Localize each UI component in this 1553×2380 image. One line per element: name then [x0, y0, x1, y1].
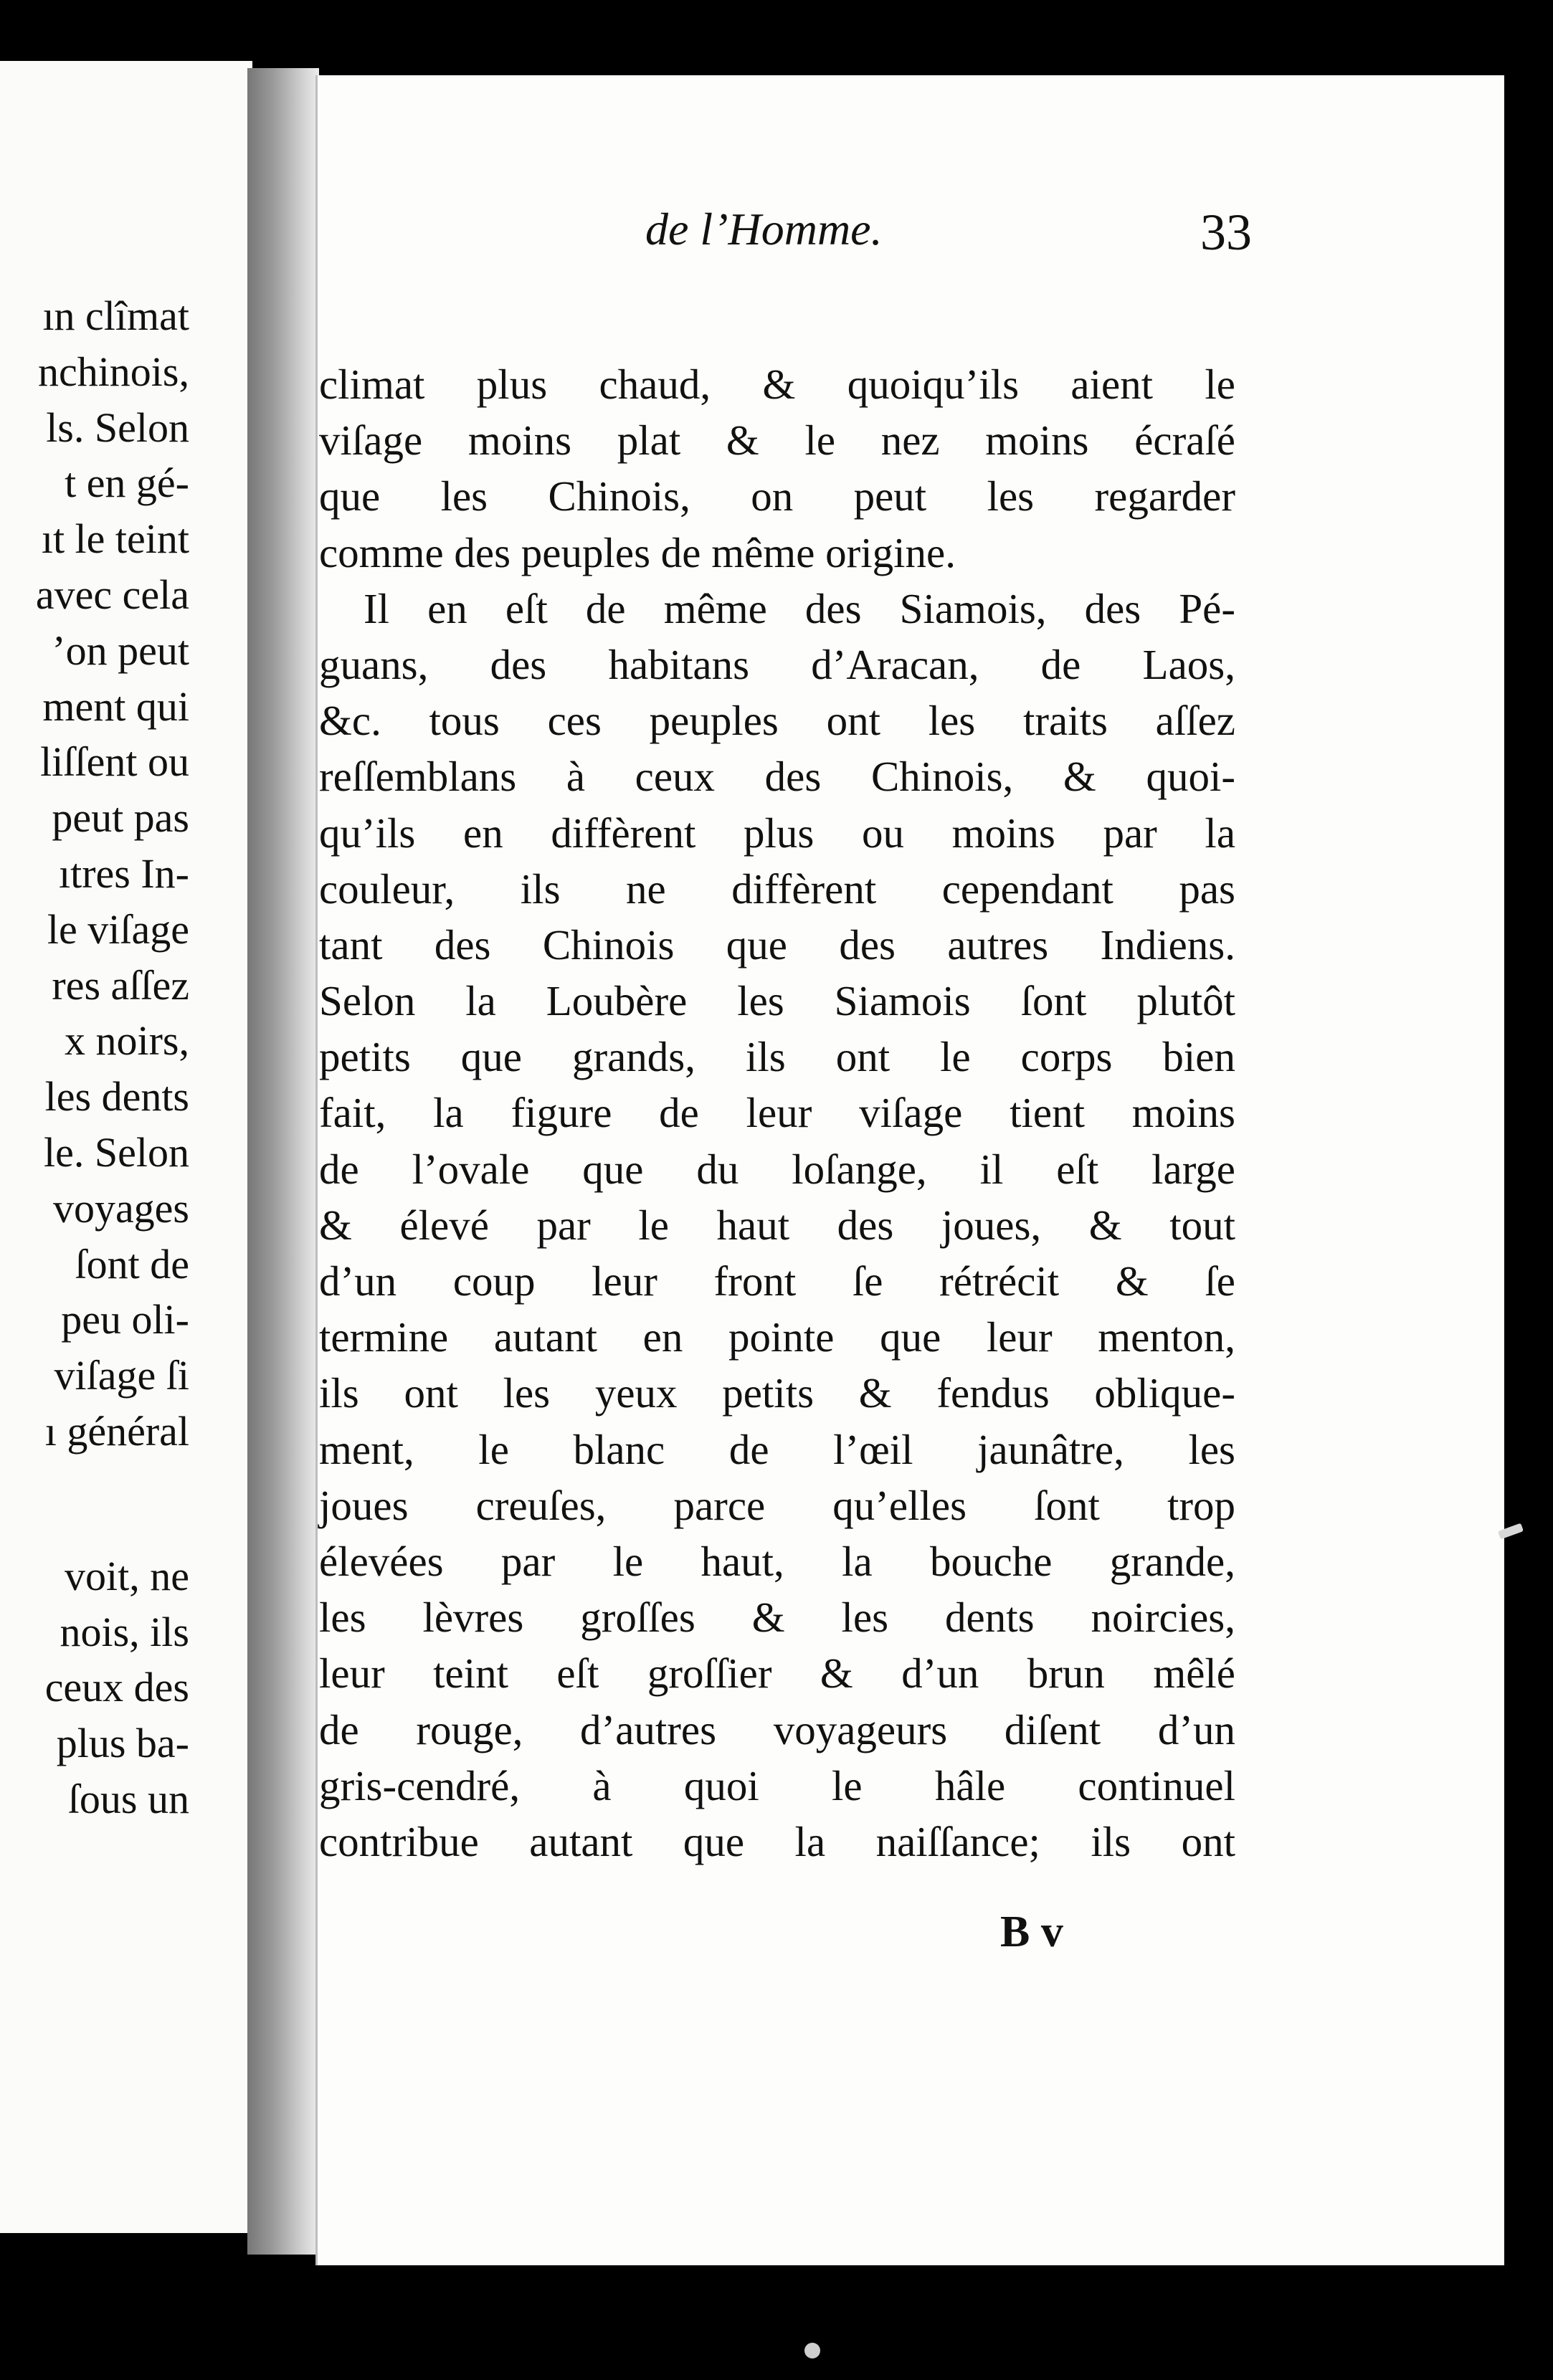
- left-line: t en gé-: [65, 460, 189, 507]
- text-line: joues creuſes, parce qu’elles ſont trop: [319, 1481, 1235, 1529]
- left-line: voyages: [52, 1184, 189, 1232]
- left-line: ſont de: [75, 1240, 189, 1287]
- text-line: couleur, ils ne diffèrent cependant pas: [319, 865, 1235, 913]
- text-line: viſage moins plat & le nez moins écraſé: [319, 416, 1235, 465]
- left-line: le viſage: [47, 905, 189, 953]
- body-text: [319, 356, 1235, 1870]
- left-line: les dents: [44, 1073, 189, 1120]
- text-line: Selon la Loubère les Siamois ſont plutôt: [319, 977, 1235, 1025]
- left-line: peu oli-: [61, 1296, 189, 1343]
- text-line: climat plus chaud, & quoiqu’ils aient le: [319, 361, 1235, 408]
- left-line: liſſent ou: [40, 738, 189, 786]
- left-page-text: [36, 288, 189, 1827]
- text-line: fait, la figure de leur viſage tient moins: [319, 1089, 1235, 1137]
- left-line: peut pas: [52, 794, 189, 842]
- text-line: termine autant en pointe que leur menton,: [319, 1313, 1235, 1361]
- text-line: les lèvres groſſes & les dents noircies,: [319, 1594, 1235, 1642]
- text-line: Il en eſt de même des Siamois, des Pé-: [364, 584, 1235, 632]
- left-line: ment qui: [42, 682, 189, 730]
- left-line: ſous un: [67, 1775, 189, 1822]
- left-line: avec cela: [35, 571, 189, 618]
- running-title: de l’Homme.: [645, 204, 883, 254]
- paragraph-gap: [36, 1460, 189, 1548]
- text-line: & élevé par le haut des joues, & tout: [319, 1201, 1235, 1249]
- left-line: viſage ſi: [54, 1352, 189, 1399]
- text-line: leur teint eſt groſſier & d’un brun mêlé: [319, 1650, 1235, 1698]
- text-line: élevées par le haut, la bouche grande,: [319, 1537, 1235, 1585]
- left-line: ıt le teint: [41, 515, 189, 563]
- text-line: de rouge, d’autres voyageurs diſent d’un: [319, 1705, 1235, 1753]
- text-line: que les Chinois, on peut les regarder: [319, 472, 1235, 520]
- text-line: ment, le blanc de l’œil jaunâtre, les: [319, 1425, 1235, 1473]
- left-line: ls. Selon: [46, 404, 189, 451]
- text-line: qu’ils en diffèrent plus ou moins par la: [319, 809, 1235, 857]
- left-page: [0, 61, 252, 2233]
- text-line: reſſemblans à ceux des Chinois, & quoi-: [319, 753, 1235, 801]
- text-line: petits que grands, ils ont le corps bien: [319, 1033, 1235, 1081]
- text-line: contribue autant que la naiſſance; ils ont: [319, 1817, 1235, 1865]
- signature-mark: B v: [1000, 1908, 1063, 1956]
- left-line: ın clîmat: [42, 292, 189, 339]
- left-line: le. Selon: [44, 1128, 189, 1176]
- left-line: ı général: [44, 1407, 189, 1455]
- left-line: plus ba-: [56, 1720, 189, 1767]
- left-line: voit, ne: [65, 1552, 189, 1599]
- left-line: nchinois,: [37, 348, 189, 395]
- text-line: comme des peuples de même origine.: [319, 528, 956, 576]
- left-line: nois, ils: [60, 1608, 189, 1655]
- stray-ink-dot: [804, 2343, 820, 2358]
- text-line: guans, des habitans d’Aracan, de Laos,: [319, 640, 1235, 688]
- left-line: ceux des: [44, 1664, 189, 1711]
- text-line: d’un coup leur front ſe rétrécit & ſe: [319, 1257, 1235, 1305]
- left-line: res aſſez: [52, 961, 189, 1009]
- left-line: x noirs,: [65, 1017, 189, 1065]
- text-line: ils ont les yeux petits & fendus oblique-: [319, 1369, 1235, 1417]
- page-number: 33: [1200, 204, 1252, 261]
- binding-gutter: [247, 68, 319, 2255]
- text-line: de l’ovale que du loſange, il eſt large: [319, 1145, 1235, 1193]
- left-line: ’on peut: [52, 627, 189, 674]
- running-head: [315, 199, 1259, 264]
- text-line: &c. tous ces peuples ont les traits aſſez: [319, 697, 1235, 745]
- left-line: ıtres In-: [59, 849, 189, 897]
- text-line: tant des Chinois que des autres Indiens.: [319, 920, 1235, 968]
- text-line: gris-cendré, à quoi le hâle continuel: [319, 1761, 1235, 1809]
